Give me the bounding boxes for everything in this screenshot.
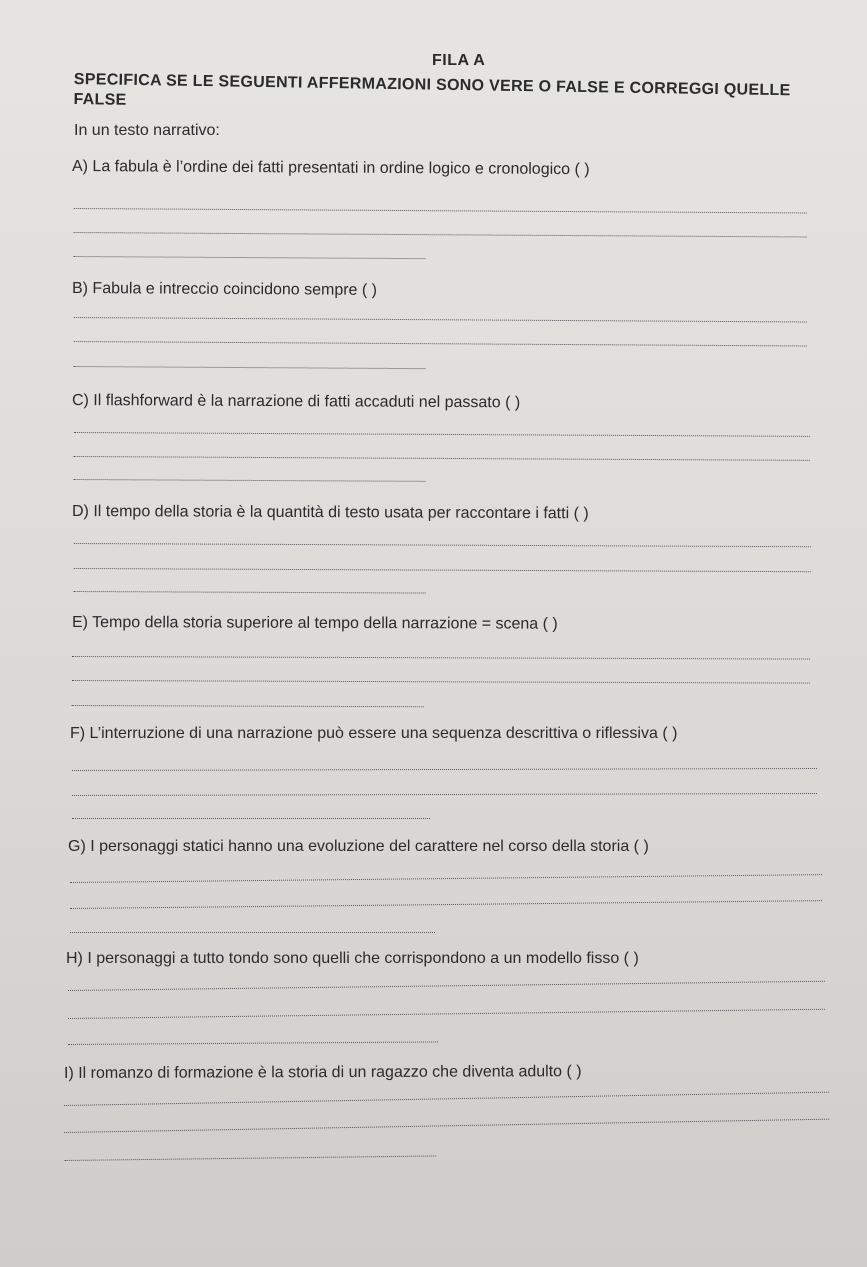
answer-line[interactable] [70,900,822,909]
statement-text: C) Il flashforward è la narrazione di fatti accaduti nel passato ( ) [71,392,521,412]
answer-line[interactable] [74,341,807,346]
answer-line[interactable] [74,317,807,322]
statement-text: E) Tempo della storia superiore al tempo della narrazione = scena ( ) [71,614,558,633]
statement-text: B) Fabula e intreccio coincidono sempre ( ) [71,280,378,299]
statement-text: F) L’interruzione di una narrazione può essere una sequenza descrittiva o riflessiva ( ) [70,725,678,742]
statement-text: G) I personaggi statici hanno una evoluzione del carattere nel corso della storia ( ) [68,838,649,855]
answer-line[interactable] [72,656,810,660]
answer-line[interactable] [74,543,811,547]
answer-line[interactable] [70,932,435,933]
answer-line[interactable] [74,208,807,213]
answer-line[interactable] [74,232,807,237]
statement-f [0,725,867,835]
worksheet-group-label: FILA A [432,52,486,69]
intro-text: In un testo narrativo: [74,122,220,139]
answer-line[interactable] [74,366,426,369]
answer-line[interactable] [72,705,424,707]
answer-line[interactable] [72,793,817,796]
answer-line[interactable] [72,680,810,684]
answer-line[interactable] [68,1041,438,1045]
statement-e [0,614,867,727]
statement-h [0,950,867,1060]
answer-line[interactable] [74,479,426,482]
statement-g [0,838,867,948]
statement-c [0,392,867,507]
statement-text: H) I personaggi a tutto tondo sono quelli che corrispondono a un modello fisso ( ) [66,950,639,967]
answer-line[interactable] [68,1009,825,1019]
statement-d [0,503,867,617]
answer-line[interactable] [68,981,825,991]
answer-line[interactable] [72,818,430,819]
answer-line[interactable] [70,874,822,883]
statement-text: I) Il romanzo di formazione è la storia di un ragazzo che diventa adulto ( ) [63,1063,582,1082]
statement-a [0,158,867,273]
statement-b [0,280,867,395]
answer-line[interactable] [74,591,426,594]
answer-line[interactable] [74,456,810,461]
answer-line[interactable] [72,768,817,771]
answer-line[interactable] [64,1119,829,1133]
statement-i [0,1062,867,1175]
answer-line[interactable] [64,1155,436,1161]
instruction-heading: SPECIFICA SE LE SEGUENTI AFFERMAZIONI SONO VERE O FALSE E CORREGGI QUELLE FALSE [73,70,791,109]
statement-text: A) La fabula è l’ordine dei fatti presentati in ordine logico e cronologico ( ) [71,158,590,179]
answer-line[interactable] [73,256,425,259]
answer-line[interactable] [74,568,811,572]
answer-line[interactable] [64,1092,829,1106]
answer-line[interactable] [74,432,810,437]
statement-text: D) Il tempo della storia è la quantità di testo usata per raccontare i fatti ( ) [71,503,589,523]
